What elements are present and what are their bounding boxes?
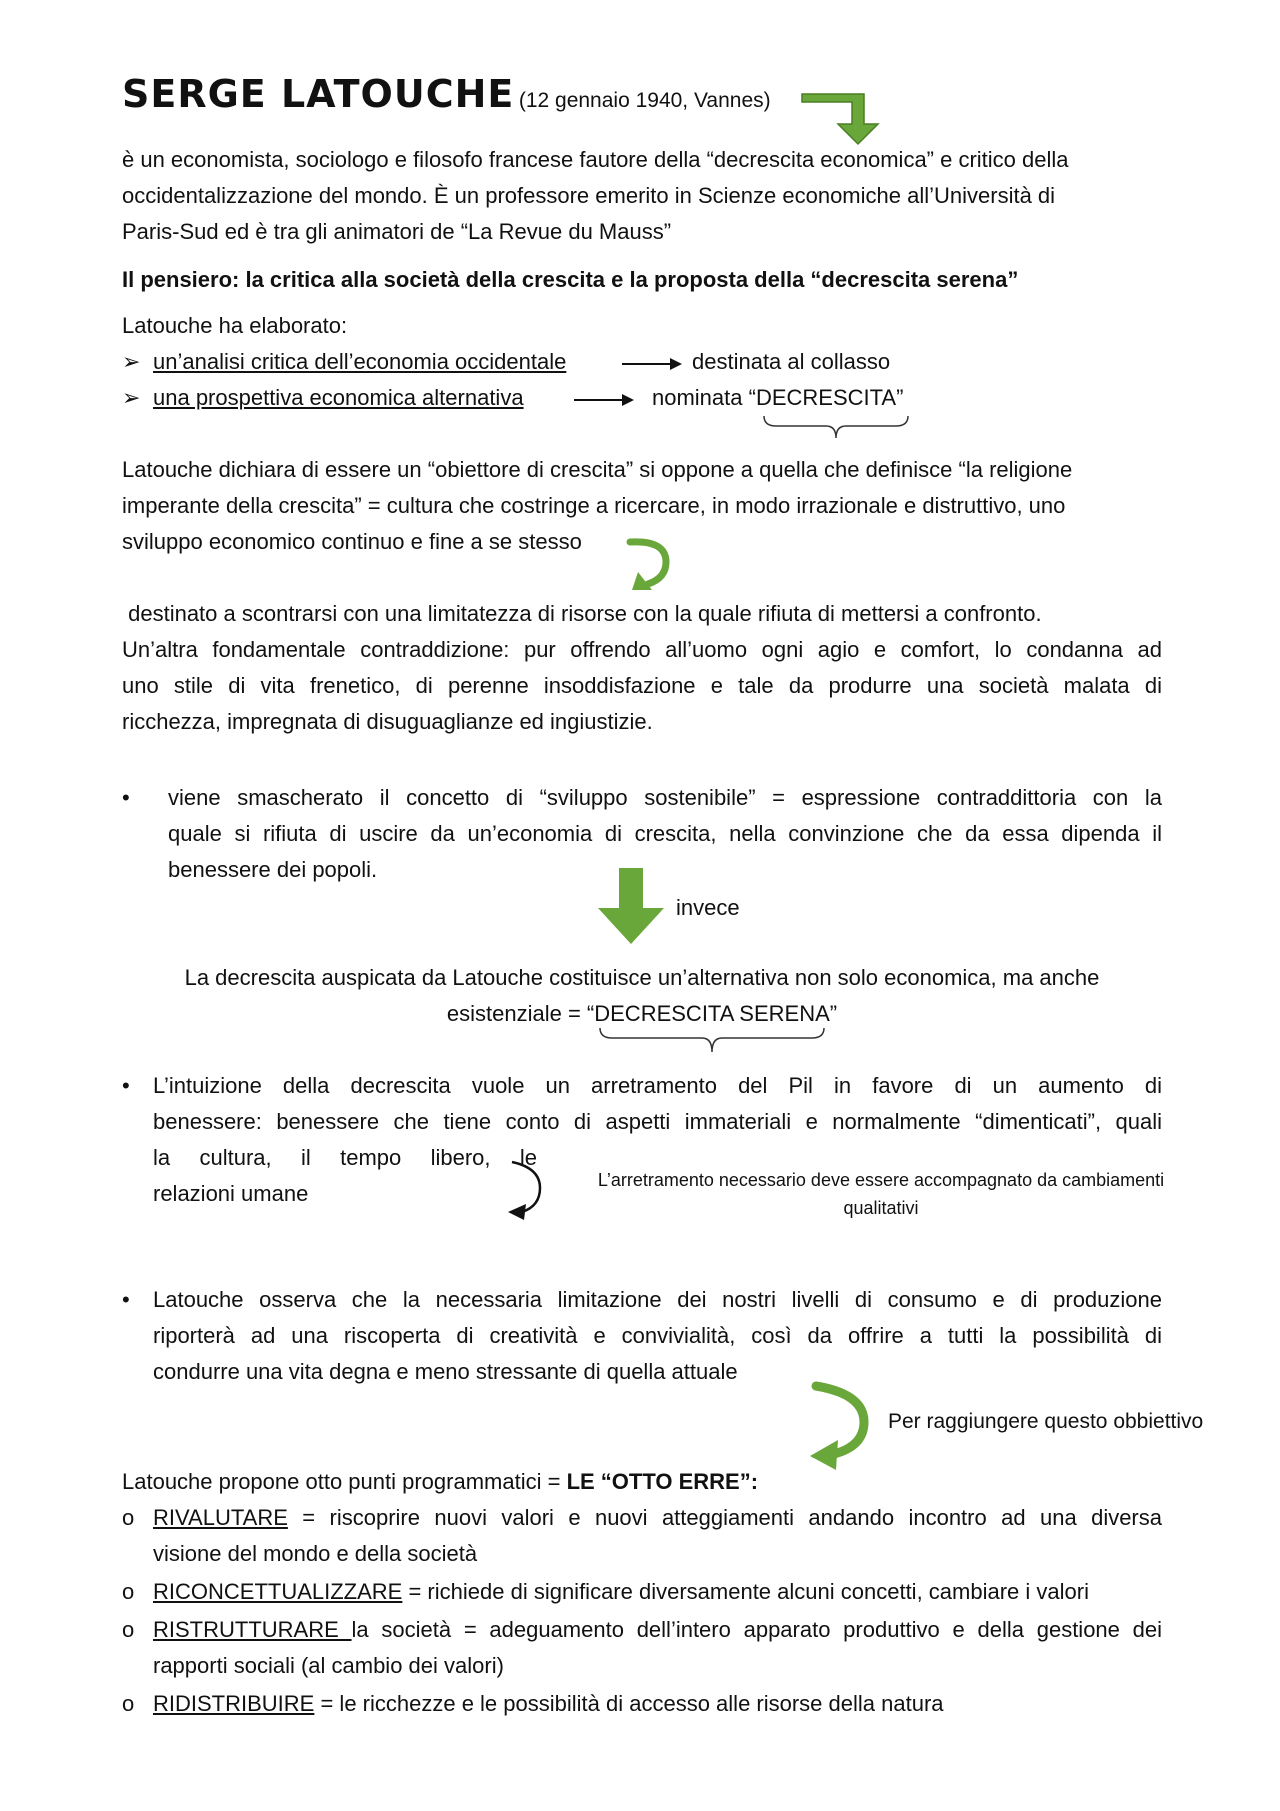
proposal-item-term: RISTRUTTURARE xyxy=(153,1617,352,1642)
proposal-item-continuation: rapporti sociali (al cambio dei valori) xyxy=(153,1653,504,1678)
sustainable-line: quale si rifiuta di uscire da un’economia di crescita, nella convinzione che da essa dipenda il xyxy=(168,821,1162,846)
sustainable-line: benessere dei popoli. xyxy=(168,857,378,882)
page-title: SERGE LATOUCHE xyxy=(122,72,515,116)
serene-line: La decrescita auspicata da Latouche costituisce un’alternativa non solo economica, ma anche xyxy=(184,965,1100,990)
intuition-paragraph xyxy=(153,1068,1162,1140)
proposal-item xyxy=(153,1612,1162,1684)
elaborated-item-label: una prospettiva economica alternativa xyxy=(153,385,524,410)
proposal-item-term: RIDISTRIBUIRE xyxy=(153,1691,315,1716)
brace-icon xyxy=(598,1026,828,1060)
down-arrow-icon xyxy=(598,868,668,946)
intro-line: Paris-Sud ed è tra gli animatori de “La Revue du Mauss” xyxy=(122,219,672,244)
intuition-line: relazioni umane xyxy=(153,1181,309,1206)
bullet-marker: • xyxy=(122,785,130,810)
right-arrow-icon xyxy=(574,390,636,410)
title-block xyxy=(122,72,771,116)
proposal-item xyxy=(153,1500,1162,1572)
elaborated-item-label: un’analisi critica dell’economia occidentale xyxy=(153,349,567,374)
list-marker: o xyxy=(122,1579,135,1604)
intuition-line: la cultura, il tempo libero, le xyxy=(153,1145,537,1170)
proposal-item-term: RICONCETTUALIZZARE xyxy=(153,1579,403,1604)
proposal-item-line xyxy=(153,1612,1162,1648)
elaborated-item-marker: ➢ xyxy=(122,349,141,374)
proposal-item-rest: = richiede di significare diversamente alcuni concetti, cambiare i valori xyxy=(402,1579,1089,1604)
destined-line: uno stile di vita frenetico, di perenne insoddisfazione e tale da produrre una società malata di xyxy=(122,673,1162,698)
elaborated-item-marker: ➢ xyxy=(122,385,141,410)
intuition-note xyxy=(566,1166,1196,1222)
brace-icon xyxy=(762,414,912,446)
list-marker: o xyxy=(122,1617,135,1642)
destined-line: destinato a scontrarsi con una limitatezza di risorse con la quale rifiuta di mettersi a confronto. xyxy=(122,601,1042,626)
elaborated-item-result: destinata al collasso xyxy=(692,349,891,374)
limitation-line: riporterà ad una riscoperta di creatività e convivialità, così da offrire a tutti la possibilità di xyxy=(153,1323,1162,1348)
curved-arrow-icon xyxy=(626,536,676,592)
intro-line: occidentalizzazione del mondo. È un professore emerito in Scienze economiche all’Università di xyxy=(122,183,1056,208)
intuition-line: benessere: benessere che tiene conto di aspetti immateriali e normalmente “dimenticati”, quali xyxy=(153,1109,1162,1134)
elaborated-lead: Latouche ha elaborato: xyxy=(122,313,348,338)
proposal-item-term: RIVALUTARE xyxy=(153,1505,288,1530)
proposal-item-rest: la società = adeguamento dell’intero apparato produttivo e della gestione dei xyxy=(351,1617,1162,1642)
elaborated-item-result: nominata “DECRESCITA” xyxy=(652,385,904,410)
intuition-note-line: L’arretramento necessario deve essere accompagnato da cambiamenti xyxy=(597,1170,1165,1190)
objector-line: sviluppo economico continuo e fine a se stesso xyxy=(122,529,582,554)
section-heading: Il pensiero: la critica alla società della crescita e la proposta della “decrescita serena” xyxy=(122,267,1019,292)
proposal-item-rest: = riscoprire nuovi valori e nuovi atteggiamenti andando incontro ad una diversa xyxy=(287,1505,1162,1530)
destined-line: ricchezza, impregnata di disuguaglianze ed ingiustizie. xyxy=(122,709,653,734)
limitation-line: Latouche osserva che la necessaria limitazione dei nostri livelli di consumo e di produzione xyxy=(153,1287,1162,1312)
destined-line: Un’altra fondamentale contraddizione: pur offrendo all’uomo ogni agio e comfort, lo condanna ad xyxy=(122,637,1162,662)
proposal-item-rest: = le ricchezze e le possibilità di accesso alle risorse della natura xyxy=(314,1691,944,1716)
serene-line: esistenziale = “DECRESCITA SERENA” xyxy=(446,1001,838,1026)
instead-label: invece xyxy=(676,895,740,920)
proposal-lead-bold: LE “OTTO ERRE”: xyxy=(566,1469,759,1494)
proposal-item-continuation: visione del mondo e della società xyxy=(153,1541,478,1566)
proposal-item xyxy=(153,1686,1162,1722)
list-marker: o xyxy=(122,1691,135,1716)
objector-line: imperante della crescita” = cultura che costringe a ricercare, in modo irrazionale e distruttivo, uno xyxy=(122,493,1066,518)
intro-paragraph xyxy=(122,142,1162,250)
sustainable-line: viene smascherato il concetto di “sviluppo sostenibile” = espressione contraddittoria con la xyxy=(168,785,1162,810)
proposal-lead xyxy=(122,1464,758,1500)
goal-label: Per raggiungere questo obbiettivo xyxy=(888,1410,1204,1433)
bullet-marker: • xyxy=(122,1073,130,1098)
intuition-line: L’intuizione della decrescita vuole un arretramento del Pil in favore di un aumento di xyxy=(153,1073,1162,1098)
bent-arrow-icon xyxy=(800,88,890,148)
list-marker: o xyxy=(122,1505,135,1530)
proposal-lead-text: Latouche propone otto punti programmatici = xyxy=(122,1469,567,1494)
proposal-item xyxy=(153,1574,1162,1610)
limitation-paragraph xyxy=(153,1282,1162,1390)
curved-arrow-icon xyxy=(506,1158,550,1222)
right-arrow-icon xyxy=(622,354,684,374)
limitation-line: condurre una vita degna e meno stressante di quella attuale xyxy=(153,1359,738,1384)
destined-paragraph xyxy=(122,596,1162,740)
serene-paragraph xyxy=(122,960,1162,1032)
objector-line: Latouche dichiara di essere un “obiettore di crescita” si oppone a quella che definisce “la religione xyxy=(122,457,1073,482)
page-subtitle: (12 gennaio 1940, Vannes) xyxy=(518,89,771,112)
curved-arrow-icon xyxy=(808,1378,872,1470)
bullet-marker: • xyxy=(122,1287,130,1312)
intuition-note-line: qualitativi xyxy=(843,1198,919,1218)
proposal-item-line xyxy=(153,1500,1162,1536)
intro-line: è un economista, sociologo e filosofo francese fautore della “decrescita economica” e critico della xyxy=(122,147,1069,172)
